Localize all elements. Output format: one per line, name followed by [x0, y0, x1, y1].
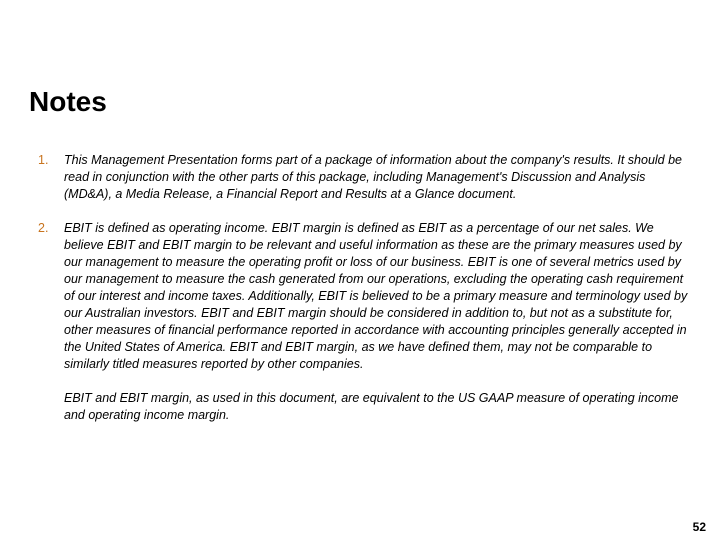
list-item [38, 220, 688, 373]
list-item-text: EBIT and EBIT margin, as used in this document, are equivalent to the US GAAP measure of operating income and operating income margin. [64, 391, 679, 422]
list-item-text: EBIT is defined as operating income. EBIT margin is defined as EBIT as a percentage of our net sales. We believe EBIT and EBIT margin to be relevant and useful information as these are the primary measures used by our management to measure the operating profit or loss of our business. EBIT is one of several metrics used by our management to measure the cash generated from our operations, excluding the operating cash requirement of our interest and income taxes. Additionally, EBIT is believed to be a primary measure and terminology used by our Australian investors. EBIT and EBIT margin should be considered in addition to, but not as a substitute for, other measures of financial performance reported in accordance with accounting principles generally accepted in the United States of America. EBIT and EBIT margin, as we have defined them, may not be comparable to similarly titled measures reported by other companies. [64, 221, 688, 371]
list-item-continuation [38, 390, 688, 424]
list-item-text: This Management Presentation forms part of a package of information about the company's results. It should be read in conjunction with the other parts of this package, including Management's Discussion and Analysis (MD&A), a Media Release, a Financial Report and Results at a Glance document. [64, 153, 682, 201]
page-title: Notes [29, 86, 107, 117]
list-item-number: 2. [38, 221, 49, 235]
page-number: 52 [692, 520, 706, 534]
list-item [38, 152, 688, 203]
list-item-number: 1. [38, 153, 49, 167]
notes-list [38, 152, 688, 424]
